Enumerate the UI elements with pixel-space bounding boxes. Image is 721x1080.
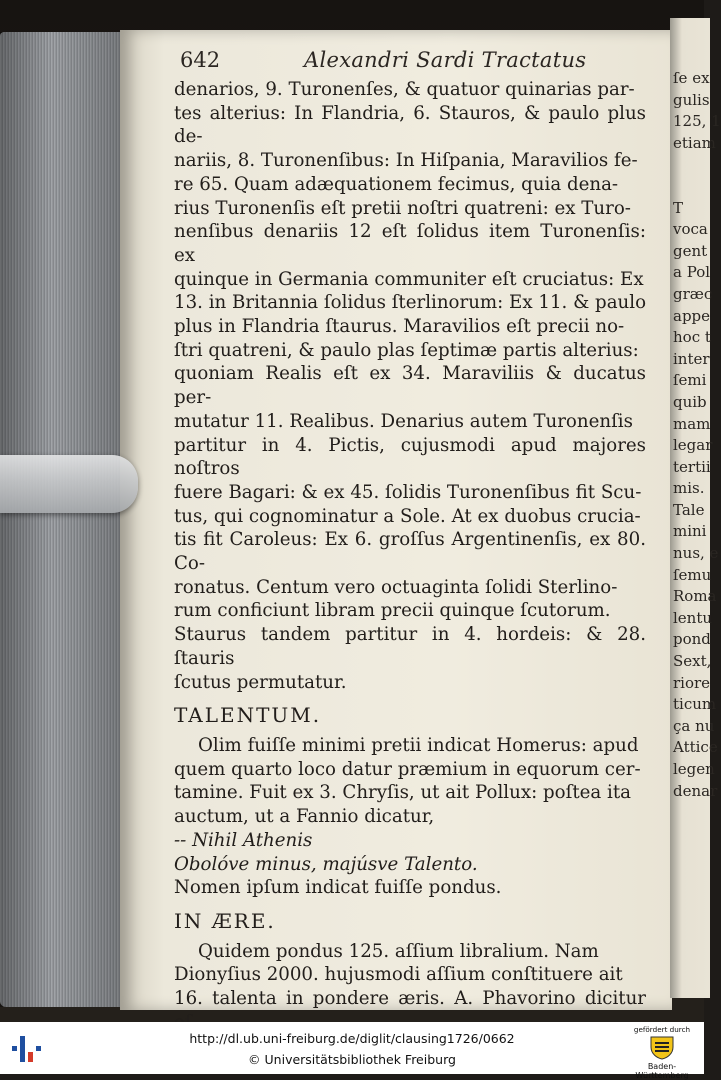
- verse-line: -- Nihil Athenis: [174, 829, 313, 851]
- body-line: quinque in Germania communiter eſt cruciatus: Ex: [174, 268, 644, 290]
- viewer-footer: [0, 1022, 704, 1080]
- page-text: [174, 78, 646, 1058]
- sponsor-block: [624, 1025, 700, 1080]
- body-line: rius Turonenſis eſt pretii noſtri quatreni: ex Turo-: [174, 197, 631, 219]
- body-line: tes alterius: In Flandria, 6. Stauros, & paulo plus de-: [174, 102, 646, 148]
- body-line: quoniam Realis eſt ex 34. Maraviliis & ducatus per-: [174, 363, 646, 409]
- sponsor-name: Baden-Württemberg: [635, 1062, 689, 1080]
- section-heading-in-aere: IN ÆRE.: [174, 908, 276, 933]
- body-line: mutatur 11. Realibus. Denarius autem Turonenſis: [174, 410, 633, 432]
- body-line: ſtri quatreni, & paulo plas ſeptimæ partis alterius:: [174, 339, 639, 361]
- body-line: nenſibus denariis 12 eſt ſolidus item Turonenſis: ex: [174, 221, 646, 266]
- body-line: 13. in Britannia ſolidus ſterlinorum: Ex 11. & paulo: [174, 292, 647, 314]
- body-line: 16. talenta in pondere æris. A. Phavorino dicitur: [174, 988, 646, 1010]
- facing-page-strip: [670, 18, 721, 998]
- body-line: plus in Flandria ſtaurus. Maravilios eſt precii no-: [174, 316, 625, 338]
- body-line: nariis, 8. Turonenſibus: In Hiſpania, Maravilios fe-: [174, 150, 638, 172]
- body-line: Olim fuiſſe minimi pretii indicat Homerus: apud: [198, 734, 639, 756]
- body-line: Nomen ipſum indicat fuiſſe pondus.: [174, 877, 502, 899]
- body-line: partitur in 4. Pictis, cujusmodi apud majores noſtros: [174, 434, 646, 480]
- body-line: Quidem pondus 125. aſſium libralium. Nam: [198, 940, 599, 962]
- body-line: re 65. Quam adæquationem fecimus, quia dena-: [174, 173, 619, 195]
- body-line: tis fit Caroleus: Ex 6. groſſus Argentinenſis, ex 80. Co-: [174, 529, 646, 575]
- body-line: tamine. Fuit ex 3. Chryſis, ut ait Pollux: poſtea ita: [174, 782, 631, 804]
- body-line: ſcutus permutatur.: [174, 671, 347, 693]
- sponsor-label: gefördert durch: [633, 1025, 691, 1034]
- body-line: quem quarto loco datur præmium in equorum cer-: [174, 758, 641, 780]
- section-heading-talentum: TALENTUM.: [174, 703, 322, 728]
- copyright-credit: © Universitätsbibliothek Freiburg: [248, 1052, 456, 1067]
- body-line: tus, qui cognominatur a Sole. At ex duobus crucia-: [174, 505, 641, 527]
- body-line: denarios, 9. Turonenſes, & quatuor quinarias par-: [174, 79, 635, 100]
- running-head: [180, 46, 660, 76]
- bw-coat-of-arms-icon: [647, 1034, 677, 1060]
- body-line: Staurus tandem partitur in 4. hordeis: & 28. ſtauris: [174, 624, 646, 669]
- page-number: 642: [180, 48, 221, 72]
- body-line: Dionyſius 2000. hujusmodi aſſium conſtituere ait: [174, 964, 623, 986]
- body-line: ronatus. Centum vero octuaginta ſolidi Sterlino-: [174, 576, 618, 598]
- book-page-edges: [0, 32, 128, 1007]
- verse-line: Obolóve minus, majúsve Talento.: [174, 853, 478, 875]
- body-line: auctum, ut a Fannio dicatur,: [174, 806, 435, 828]
- body-line: fuere Bagari: & ex 45. ſolidis Turonenſibus fit Scu-: [174, 481, 642, 503]
- running-title: Alexandri Sardi Tractatus: [304, 48, 587, 72]
- bookmark-ribbon: [0, 455, 138, 513]
- facing-page-text: ſe ex gulis 125, 1 etiam T voca gent a Pol græc appe hoc t inter ſemi quib mam legar tertii mis. Tale mini nus, e ſemu Roma lentu pond Sext, riore ticum ça nu Attice legen denar: [673, 69, 721, 800]
- body-line: rum conficiunt libram precii quinque ſcutorum.: [174, 600, 611, 622]
- permalink-url[interactable]: http://dl.ub.uni-freiburg.de/diglit/clausing1726/0662: [189, 1031, 515, 1046]
